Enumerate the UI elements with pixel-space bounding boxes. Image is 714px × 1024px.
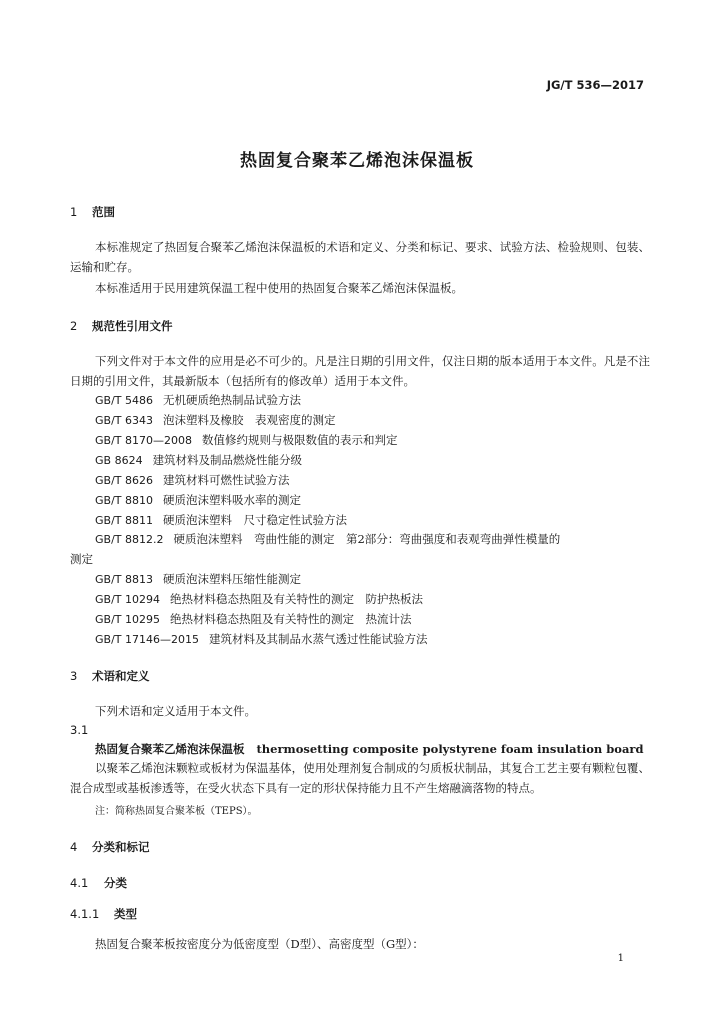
term-note: 注：简称热固复合聚苯板（TEPS）。 [95,806,258,817]
term-number: 3.1 [70,723,89,737]
reference-item: GB/T 8811 硬质泡沫塑料 尺寸稳定性试验方法 [95,513,347,527]
section-3-heading: 3 术语和定义 [70,669,150,683]
reference-item: GB/T 10295 绝热材料稳态热阻及有关特性的测定 热流计法 [95,612,412,626]
reference-item: GB/T 10294 绝热材料稳态热阻及有关特性的测定 防护热板法 [95,592,423,606]
reference-item: GB/T 5486 无机硬质绝热制品试验方法 [95,393,301,407]
term-name [95,741,644,757]
term-name-cn: 热固复合聚苯乙烯泡沫保温板 [95,742,245,756]
reference-item: GB 8624 建筑材料及制品燃烧性能分级 [95,453,303,467]
section-2-paragraph-1: 下列文件对于本文件的应用是必不可少的。凡是注日期的引用文件，仅注日期的版本适用于本文件。凡是不注日期的引用文件，其最新版本（包括所有的修改单）适用于本文件。 [70,354,650,388]
section-3-paragraph-1: 下列术语和定义适用于本文件。 [95,704,256,718]
term-definition: 以聚苯乙烯泡沫颗粒或板材为保温基体，使用处理剂复合制成的匀质板状制品，其复合工艺主要有颗粒包覆、混合成型或基板渗透等，在受火状态下具有一定的形状保持能力且不产生熔融滴落物的特点。 [70,761,650,795]
subsection-4-1-heading: 4.1 分类 [70,876,127,890]
section-1-paragraph-1: 本标准规定了热固复合聚苯乙烯泡沫保温板的术语和定义、分类和标记、要求、试验方法、检验规则、包装、运输和贮存。 [70,240,650,274]
reference-item: GB/T 8626 建筑材料可燃性试验方法 [95,473,290,487]
reference-item: GB/T 17146—2015 建筑材料及其制品水蒸气透过性能试验方法 [95,632,428,646]
page-number: 1 [617,953,624,964]
section-2-heading: 2 规范性引用文件 [70,319,173,333]
standard-code: JG/T 536—2017 [546,78,644,92]
reference-item: GB/T 8813 硬质泡沫塑料压缩性能测定 [95,572,301,586]
reference-item: GB/T 8812.2 硬质泡沫塑料 弯曲性能的测定 第2部分：弯曲强度和表观弯曲弹性模量的 [95,532,561,546]
reference-item: GB/T 6343 泡沫塑料及橡胶 表观密度的测定 [95,413,336,427]
reference-item: GB/T 8810 硬质泡沫塑料吸水率的测定 [95,493,301,507]
subsection-4-1-1-heading: 4.1.1 类型 [70,907,137,921]
reference-item: GB/T 8170—2008 数值修约规则与极限数值的表示和判定 [95,433,398,447]
section-1-heading: 1 范围 [70,205,115,219]
page-title: 热固复合聚苯乙烯泡沫保温板 [240,151,474,171]
reference-item-continuation: 测定 [70,552,93,566]
section-1-paragraph-2: 本标准适用于民用建筑保温工程中使用的热固复合聚苯乙烯泡沫保温板。 [95,281,463,295]
section-4-heading: 4 分类和标记 [70,840,150,854]
section-4-paragraph-1: 热固复合聚苯板按密度分为低密度型（D型）、高密度型（G型）： [95,937,424,951]
term-name-en: thermosetting composite polystyrene foam insulation board [256,742,644,756]
